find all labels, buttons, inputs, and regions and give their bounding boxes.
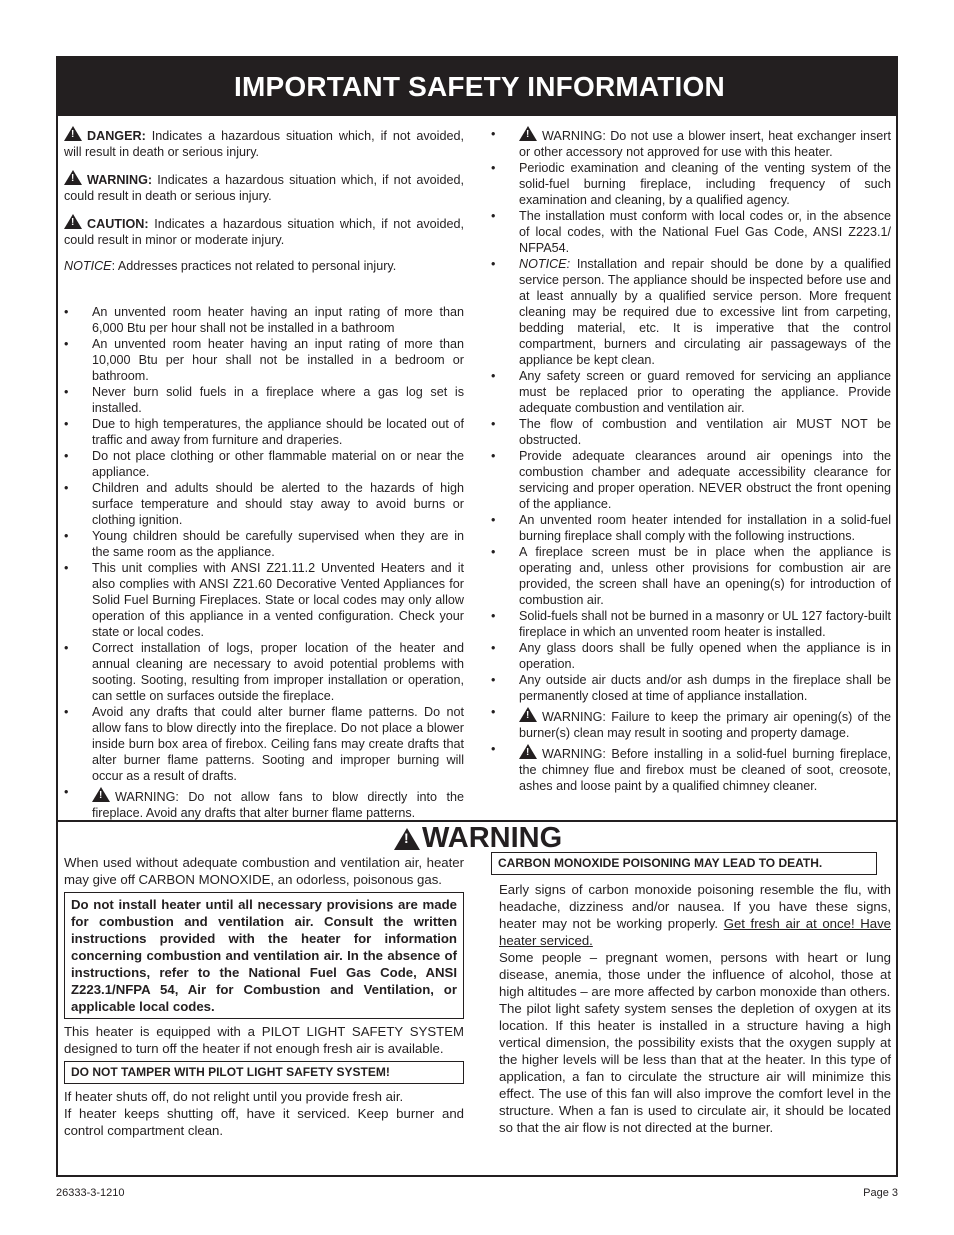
list-item: • The flow of combustion and ventilation air MUST NOT be obstructed.	[491, 416, 891, 448]
list-item: • An unvented room heater having an input rating of more than 10,000 Btu per hour shall not be installed in a bedroom or bathroom.	[64, 336, 464, 384]
right-bullet-list	[491, 126, 891, 794]
list-item: • Provide adequate clearances around air openings into the combustion chamber and adequate accessibility clearance for servicing and proper operation. NEVER obstruct the front opening of the appliance.	[491, 448, 891, 512]
warning-triangle-icon	[64, 214, 82, 229]
right-column	[491, 126, 891, 794]
list-item-warning: !• WARNING: Before installing in a solid-fuel burning fireplace, the chimney flue and firebox must be cleaned of soot, creosote, ashes and loose paint by a qualified chimney cleaner.	[491, 741, 891, 794]
list-item: • An unvented room heater intended for installation in a solid-fuel burning fireplace shall comply with the following instructions.	[491, 512, 891, 544]
list-item: • Due to high temperatures, the appliance should be located out of traffic and away from furniture and draperies.	[64, 416, 464, 448]
left-column	[64, 126, 464, 821]
warning-triangle-icon	[92, 787, 110, 802]
list-item-warning: !• WARNING: Do not use a blower insert, heat exchanger insert or other accessory not approved for use with this heater.	[491, 126, 891, 160]
warning-triangle-icon	[519, 707, 537, 722]
list-item-warning: !• WARNING: Failure to keep the primary air opening(s) of the burner(s) clean may result in sooting and property damage.	[491, 704, 891, 741]
list-item: • Never burn solid fuels in a fireplace where a gas log set is installed.	[64, 384, 464, 416]
warning-right-column	[491, 854, 891, 1136]
provisions-box: Do not install heater until all necessary provisions are made for combustion and ventilation air. Consult the written instructions provided with the heater for information concerning combustion and ventilation air. In the absence of instructions, refer to the National Fuel Gas Code, ANSI Z223.1/NFPA 54, Air for Combustion and Ventilation, or applicable local codes.	[64, 892, 464, 1019]
shutoff-text-2: If heater keeps shutting off, have it serviced. Keep burner and control compartment clean.	[64, 1106, 464, 1138]
warning-definition: !WARNING: Indicates a hazardous situation which, if not avoided, could result in death or serious injury.	[64, 170, 464, 204]
list-item: • A fireplace screen must be in place when the appliance is operating and, unless other provisions for combustion air are provided, the screen shall have an opening(s) for introduction of combustion air.	[491, 544, 891, 608]
caution-definition: !CAUTION: Indicates a hazardous situation which, if not avoided, could result in minor or moderate injury.	[64, 214, 464, 248]
notice-definition: NOTICE: Addresses practices not related to personal injury.	[64, 259, 397, 273]
warning-triangle-icon	[394, 828, 420, 850]
sensitive-groups: Some people – pregnant women, persons with heart or lung disease, anemia, those under the influence of alcohol, those at high altitudes – are more affected by carbon monoxide than others.	[499, 950, 891, 999]
page-title: IMPORTANT SAFETY INFORMATION	[58, 58, 896, 116]
page-number: Page 3	[863, 1187, 898, 1199]
list-item: • Any outside air ducts and/or ash dumps in the fireplace shall be permanently closed at time of appliance installation.	[491, 672, 891, 704]
list-item: • Avoid any drafts that could alter burner flame patterns. Do not allow fans to blow directly into the fireplace. Do not place a blower inside burn box area of firebox. Ceiling fans may create drafts that alter burner flame patterns. Sooting and improper burning will occur as a result of drafts.	[64, 704, 464, 784]
shutoff-text-1: If heater shuts off, do not relight until you provide fresh air.	[64, 1089, 404, 1104]
warning-triangle-icon	[64, 170, 82, 185]
warning-heading: ! WARNING	[394, 822, 562, 855]
left-bullet-list	[64, 304, 464, 821]
list-item-warning: !• WARNING: Do not allow fans to blow directly into the fireplace. Avoid any drafts that alter burner flame patterns.	[64, 784, 464, 821]
list-item: • Correct installation of logs, proper location of the heater and annual cleaning are necessary to avoid potential problems with sooting. Sooting, resulting from improper installation or operation, can settle on surfaces outside the fireplace.	[64, 640, 464, 704]
warning-triangle-icon	[519, 744, 537, 759]
safety-frame	[56, 56, 898, 1177]
warning-left-column	[64, 854, 464, 1139]
pilot-system-text: The pilot light safety system senses the depletion of oxygen at its location. If this heater is installed in a structure having a high vertical dimension, the possibility exists that the oxygen supply at the higher levels will be less than that at the heater. In this type of application, a fan to circulate the structure air will minimize this effect. The use of this fan will also improve the comfort level in the structure. When a fan is used to circulate air, it should be located so that the air flow is not directed at the burner.	[499, 1001, 891, 1135]
list-item: • Solid-fuels shall not be burned in a masonry or UL 127 factory-built fireplace in which an unvented room heater is installed.	[491, 608, 891, 640]
list-item: • Do not place clothing or other flammable material on or near the appliance.	[64, 448, 464, 480]
co-death-box: CARBON MONOXIDE POISONING MAY LEAD TO DEATH.	[491, 852, 877, 875]
list-item: • This unit complies with ANSI Z21.11.2 Unvented Heaters and it also complies with ANSI Z21.60 Decorative Vented Appliances for Solid Fuel Burning Fireplaces. State or local codes may only allow operation of this appliance in a vented configuration. Check your state or local codes.	[64, 560, 464, 640]
list-item: • Periodic examination and cleaning of the venting system of the solid-fuel burning fireplace, including frequency of such examination and cleaning, by a qualified agency.	[491, 160, 891, 208]
danger-definition: !DANGER: Indicates a hazardous situation which, if not avoided, will result in death or serious injury.	[64, 126, 464, 160]
pilot-text: This heater is equipped with a PILOT LIGHT SAFETY SYSTEM designed to turn off the heater if not enough fresh air is available.	[64, 1024, 464, 1056]
list-item: • Children and adults should be alerted to the hazards of high surface temperature and should stay away to avoid burns or clothing ignition.	[64, 480, 464, 528]
tamper-box: DO NOT TAMPER WITH PILOT LIGHT SAFETY SYSTEM!	[64, 1061, 464, 1084]
list-item: • An unvented room heater having an input rating of more than 6,000 Btu per hour shall not be installed in a bathroom	[64, 304, 464, 336]
list-item: • Young children should be carefully supervised when they are in the same room as the appliance.	[64, 528, 464, 560]
warning-triangle-icon	[519, 126, 537, 141]
list-item: • The installation must conform with local codes or, in the absence of local codes, with the National Fuel Gas Code, ANSI Z223.1/ NFPA54.	[491, 208, 891, 256]
warning-triangle-icon	[64, 126, 82, 141]
doc-number: 26333-3-1210	[56, 1187, 125, 1199]
list-item: • Any safety screen or guard removed for servicing an appliance must be replaced prior to operating the appliance. Provide adequate combustion and ventilation air.	[491, 368, 891, 416]
list-item: • Any glass doors shall be fully opened when the appliance is in operation.	[491, 640, 891, 672]
early-signs: Early signs of carbon monoxide poisoning resemble the flu, with headache, dizziness and/or nausea. If you have these signs, heater may not be working properly. Get fresh air at once! Have heater serviced.	[499, 882, 891, 948]
co-intro: When used without adequate combustion and ventilation air, heater may give off CARBON MONOXIDE, an odorless, poisonous gas.	[64, 855, 464, 887]
list-item: • NOTICE: Installation and repair should be done by a qualified service person. The appliance should be inspected before use and at least annually by a qualified service person. More frequent cleaning may be required due to excessive lint from carpeting, bedding material, etc. It is imperative that the control compartment, burners and circulating air passageways of the appliance be kept clean.	[491, 256, 891, 368]
